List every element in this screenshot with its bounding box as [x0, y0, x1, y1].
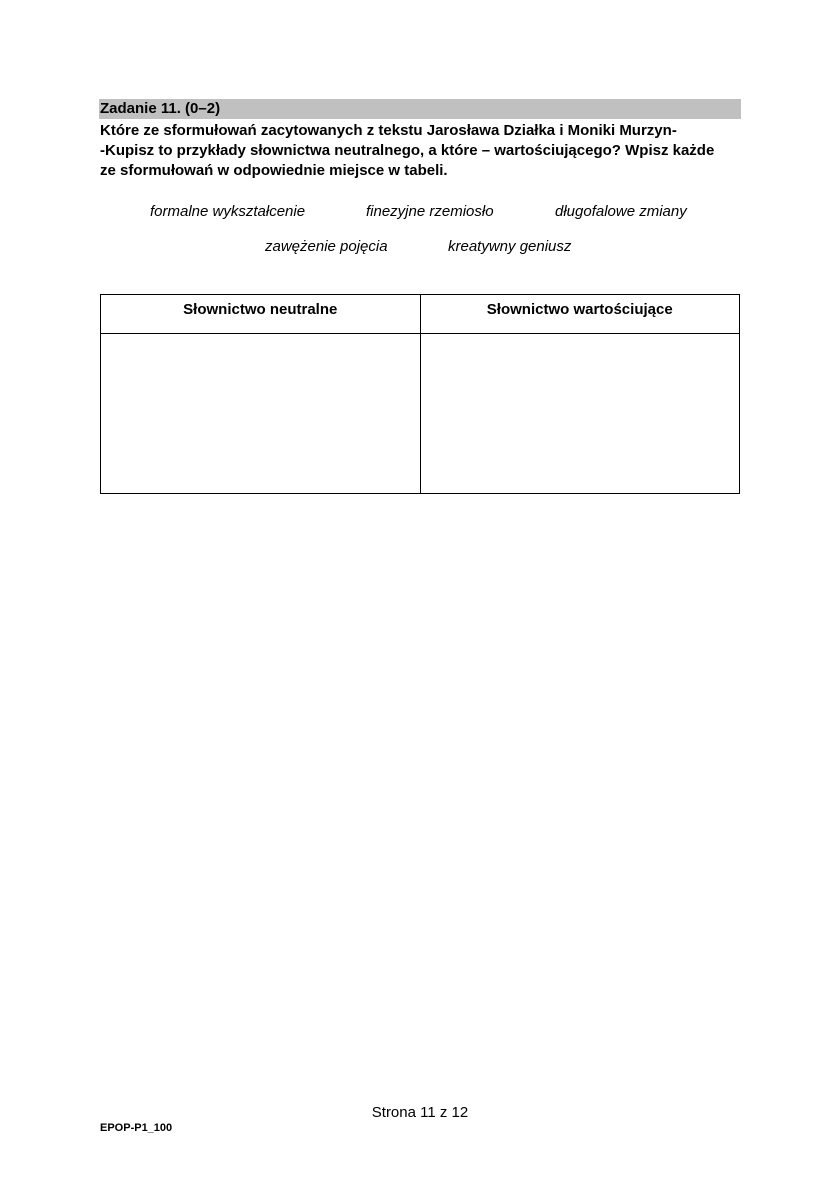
header-evaluative-vocabulary: Słownictwo wartościujące — [420, 295, 740, 334]
answer-cell-neutral[interactable] — [101, 334, 421, 494]
phrase-formalne-wyksztalcenie: formalne wykształcenie — [150, 203, 306, 220]
phrase-finezyjne-rzemioslo: finezyjne rzemiosło — [366, 203, 494, 220]
phrase-dlugofalowe-zmiany: długofalowe zmiany — [555, 203, 687, 220]
table-answer-row — [101, 334, 740, 494]
answer-cell-evaluative[interactable] — [420, 334, 740, 494]
phrase-zawezenie-pojecia: zawężenie pojęcia — [265, 238, 388, 255]
question-line-3: ze sformułowań w odpowiednie miejsce w tabeli. — [100, 162, 448, 179]
document-code: EPOP-P1_100 — [100, 1122, 173, 1134]
question-text — [100, 121, 745, 181]
question-line-2: -Kupisz to przykłady słownictwa neutralnego, a które – wartościującego? Wpisz każde — [100, 142, 715, 159]
task-title: Zadanie 11. (0–2) — [99, 99, 741, 119]
answer-table — [100, 294, 740, 494]
question-line-1: Które ze sformułowań zacytowanych z tekstu Jarosława Działka i Moniki Murzyn- — [100, 122, 677, 139]
table-header-row — [101, 295, 740, 334]
header-neutral-vocabulary: Słownictwo neutralne — [101, 295, 421, 334]
phrase-kreatywny-geniusz: kreatywny geniusz — [448, 238, 572, 255]
page-number: Strona 11 z 12 — [371, 1104, 469, 1121]
